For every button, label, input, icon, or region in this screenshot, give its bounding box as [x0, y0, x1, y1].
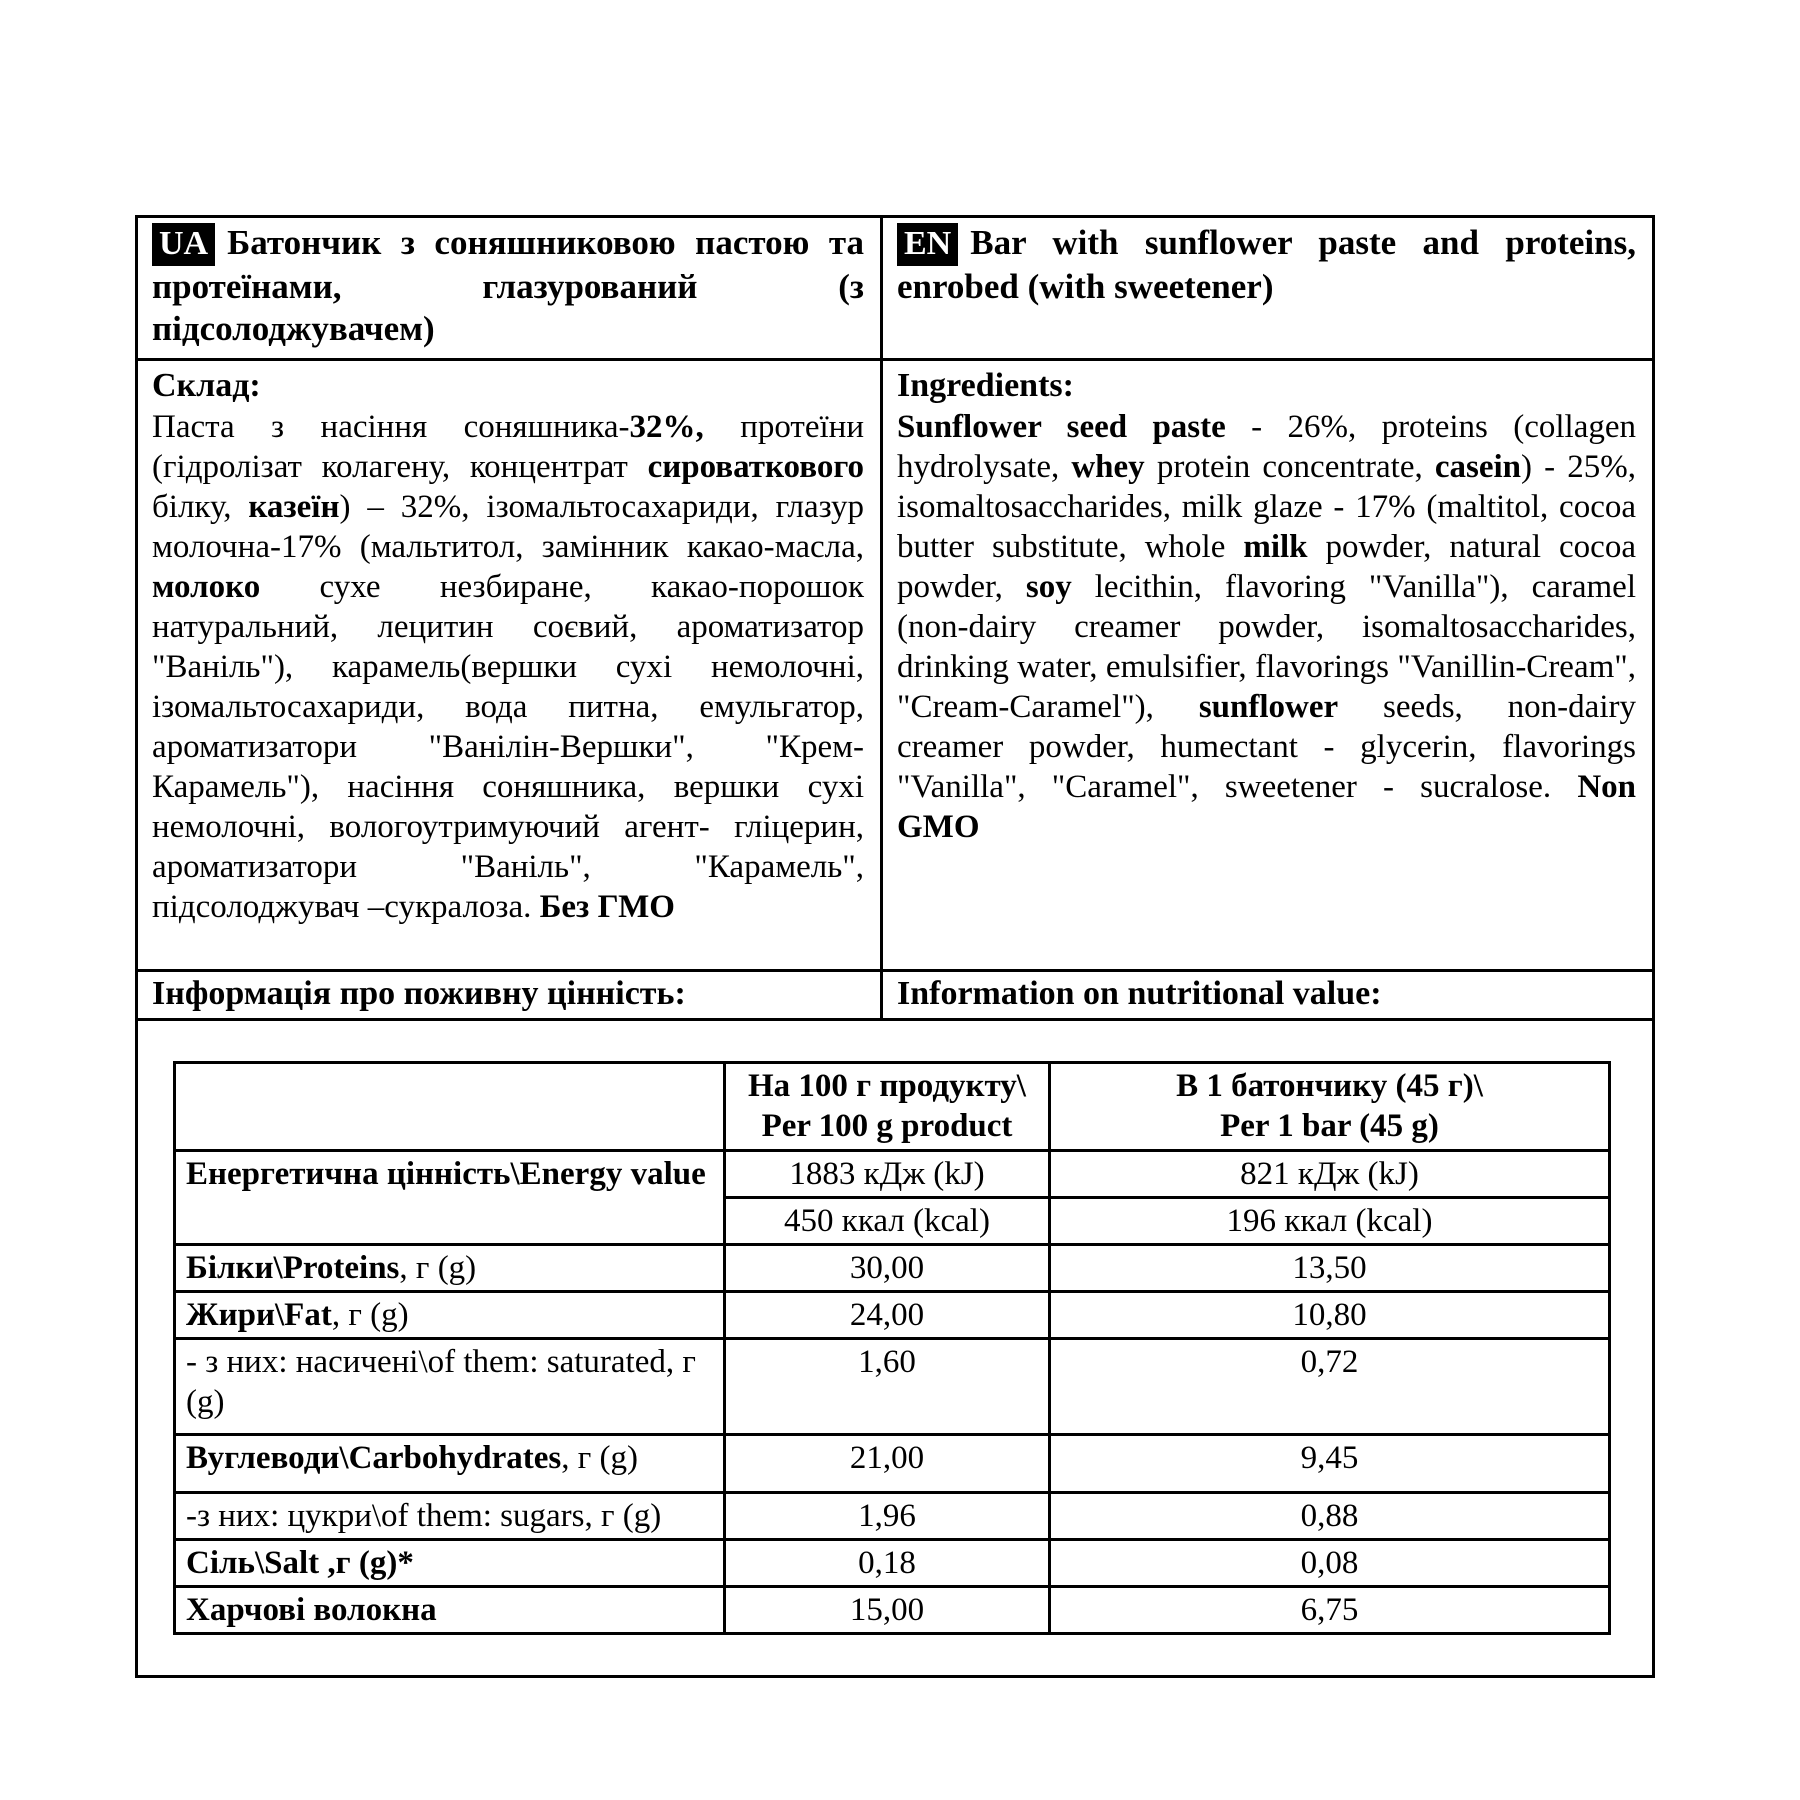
label-table	[135, 215, 1655, 1678]
value-per-bar: 10,80	[1050, 1292, 1610, 1339]
value-per-bar: 9,45	[1050, 1435, 1610, 1493]
proteins-row	[175, 1245, 1610, 1292]
ua-title-text: Батончик з соняшниковою пастою та протеїнами, глазурований (з підсолоджувачем)	[152, 223, 864, 348]
ua-language-badge: UA	[152, 223, 215, 266]
ua-ingredients-cell	[138, 361, 883, 969]
corner-cell	[175, 1063, 725, 1151]
value-per-bar: 13,50	[1050, 1245, 1610, 1292]
ua-ingredients-text: Паста з насіння соняшника-32%, протеїни (гідролізат колагену, концентрат сироваткового білку, казеїн) – 32%, ізомальтосахариди, глазур молочна-17% (мальтитол, замінник какао-масла, молоко сухе незбиране, какао-порошок натуральний, лецитин соєвий, ароматизатор "Ваніль"), карамель(вершки сухі немолочні, ізомальтосахариди, вода питна, емульгатор, ароматизатори "Ванілін-Вершки", "Крем-Карамель"), насіння соняшника, вершки сухі немолочні, вологоутримуючий агент- гліцерин, ароматизатори "Ваніль", "Карамель", підсолоджувач –сукралоза. Без ГМО	[152, 409, 864, 925]
en-ingredients-heading: Ingredients:	[897, 367, 1074, 404]
nutrient-label: -з них: цукри\of them: sugars, г (g)	[175, 1493, 725, 1540]
salt-row	[175, 1540, 1610, 1587]
nutrient-label: - з них: насичені\of them: saturated, г (g)	[175, 1339, 725, 1435]
nutrient-label: Білки\Proteins, г (g)	[175, 1245, 725, 1292]
nutrient-label: Вуглеводи\Carbohydrates, г (g)	[175, 1435, 725, 1493]
nutrition-table	[173, 1061, 1611, 1635]
en-ingredients-text: Sunflower seed paste - 26%, proteins (collagen hydrolysate, whey protein concentrate, casein) - 25%, isomaltosaccharides, milk glaze - 17% (maltitol, cocoa butter substitute, whole milk powder, natural cocoa powder, soy lecithin, flavoring "Vanilla"), caramel (non-dairy creamer powder, isomaltosaccharides, drinking water, emulsifier, flavorings "Vanillin-Cream", "Cream-Caramel"), sunflower seeds, non-dairy creamer powder, humectant - glycerin, flavorings "Vanilla", "Caramel", sweetener - sucralose. Non GMO	[897, 409, 1636, 845]
value-per-bar: 6,75	[1050, 1587, 1610, 1634]
en-product-title	[897, 222, 1636, 308]
value-per-100g: 24,00	[725, 1292, 1050, 1339]
sugars-row	[175, 1493, 1610, 1540]
ua-nutrition-heading: Інформація про поживну цінність:	[152, 975, 686, 1012]
en-language-badge: EN	[897, 223, 958, 266]
table-header-row	[175, 1063, 1610, 1151]
energy-kcal-per-100g: 450 ккал (kcal)	[725, 1198, 1050, 1245]
value-per-100g: 1,60	[725, 1339, 1050, 1435]
en-nutrition-heading: Information on nutritional value:	[897, 975, 1382, 1012]
energy-kj-per-100g: 1883 кДж (kJ)	[725, 1151, 1050, 1198]
energy-label: Енергетична цінність\Energy value	[175, 1151, 725, 1245]
value-per-100g: 30,00	[725, 1245, 1050, 1292]
carbohydrates-row	[175, 1435, 1610, 1493]
energy-kcal-per-bar: 196 ккал (kcal)	[1050, 1198, 1610, 1245]
ua-title-cell	[138, 218, 883, 358]
en-nutrition-heading-cell	[883, 972, 1652, 1018]
en-ingredients-cell	[883, 361, 1652, 969]
energy-kj-row	[175, 1151, 1610, 1198]
value-per-bar: 0,72	[1050, 1339, 1610, 1435]
energy-kj-per-bar: 821 кДж (kJ)	[1050, 1151, 1610, 1198]
value-per-bar: 0,08	[1050, 1540, 1610, 1587]
ua-nutrition-heading-cell	[138, 972, 883, 1018]
ua-ingredients-heading: Склад:	[152, 367, 261, 404]
value-per-100g: 1,96	[725, 1493, 1050, 1540]
value-per-bar: 0,88	[1050, 1493, 1610, 1540]
title-row	[138, 218, 1652, 358]
nutrition-table-section	[138, 1018, 1652, 1675]
nutrient-label: Харчові волокна	[175, 1587, 725, 1634]
per-100g-header: На 100 г продукту\ Per 100 g product	[725, 1063, 1050, 1151]
value-per-100g: 0,18	[725, 1540, 1050, 1587]
fiber-row	[175, 1587, 1610, 1634]
nutrient-label: Сіль\Salt ,г (g)*	[175, 1540, 725, 1587]
ingredients-row	[138, 358, 1652, 969]
fat-row	[175, 1292, 1610, 1339]
en-title-text: Bar with sunflower paste and proteins, enrobed (with sweetener)	[897, 223, 1636, 306]
nutrition-info-row	[138, 969, 1652, 1018]
ua-product-title	[152, 222, 864, 350]
value-per-100g: 15,00	[725, 1587, 1050, 1634]
value-per-100g: 21,00	[725, 1435, 1050, 1493]
en-title-cell	[883, 218, 1652, 358]
nutrient-label: Жири\Fat, г (g)	[175, 1292, 725, 1339]
saturated-fat-row	[175, 1339, 1610, 1435]
per-bar-header: В 1 батончику (45 г)\ Per 1 bar (45 g)	[1050, 1063, 1610, 1151]
